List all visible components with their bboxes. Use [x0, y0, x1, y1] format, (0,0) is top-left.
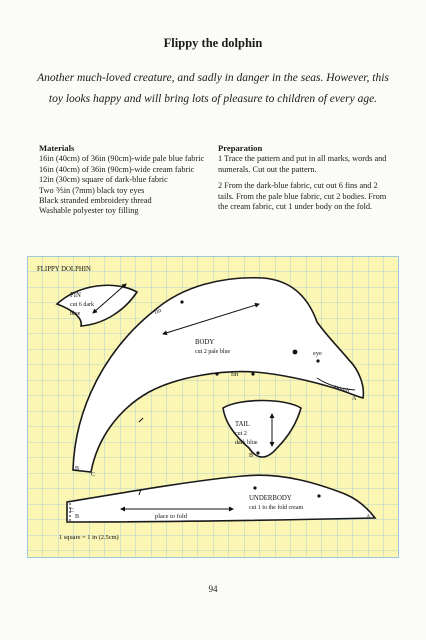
- pattern-grid: [27, 256, 399, 558]
- materials-item: Black stranded embroidery thread: [39, 196, 152, 206]
- page-title: Flippy the dolphin: [163, 36, 263, 50]
- materials-heading: Materials: [39, 143, 75, 153]
- tail-label: TAIL: [235, 421, 250, 428]
- page-number: 94: [208, 584, 218, 594]
- body-letter-a: A: [352, 396, 357, 402]
- underbody-letter-a: A: [366, 514, 371, 520]
- materials-section: [39, 143, 211, 217]
- preparation-section: [218, 143, 393, 212]
- body-label: BODY: [195, 339, 215, 346]
- body-letter-b: B: [75, 466, 80, 472]
- underbody-label: UNDERBODY: [249, 495, 292, 502]
- fin-note-1: cut 6 dark: [70, 302, 94, 308]
- intro-text: Another much-loved creature, and sadly in danger in the seas. However, this toy looks happy and will bring lots of pleasure to children of every age.: [37, 72, 389, 105]
- body-letter-c: C: [91, 472, 96, 478]
- body-fin-mark-lower: fin: [231, 371, 239, 378]
- underbody-note: cut 1 to the fold cream: [249, 505, 304, 511]
- body-fin-mark: fin: [153, 306, 163, 316]
- materials-item: Washable polyester toy filling: [39, 206, 139, 216]
- scale-note: 1 square = 1 in (2.5cm): [59, 534, 119, 541]
- fin-label: FIN: [70, 292, 81, 299]
- tail-letter-b: B: [249, 453, 254, 459]
- materials-item: 16in (40cm) of 36in (90cm)-wide cream fabric: [39, 164, 195, 174]
- preparation-step-2: 2 From the dark-blue fabric, cut out 6 fins and 2 tails. From the pale blue fabric, cut 2 bodies. From the cream fabric, cut 1 under body on the fold.: [218, 181, 387, 212]
- preparation-heading: Preparation: [218, 143, 263, 153]
- underbody-fold-label: place to fold: [155, 513, 187, 520]
- body-mouth-mark: mouth: [332, 383, 351, 395]
- materials-item: Two ⅗in (7mm) black toy eyes: [39, 185, 145, 195]
- materials-item: 12in (30cm) square of dark-blue fabric: [39, 175, 168, 185]
- pattern-heading: FLIPPY DOLPHIN: [37, 266, 91, 273]
- fin-note-2: blue: [70, 311, 81, 317]
- tail-note-1: cut 2: [235, 431, 247, 437]
- tail-note-2: dark blue: [235, 440, 258, 446]
- materials-item: 16in (40cm) of 36in (90cm)-wide pale blue fabric: [39, 154, 205, 164]
- underbody-letter-c: C: [70, 508, 75, 514]
- preparation-step-1: 1 Trace the pattern and put in all marks, words and numerals. Cut out the pattern.: [218, 154, 387, 174]
- body-eye-mark: eye: [313, 350, 322, 357]
- underbody-letter-b: B: [75, 514, 80, 520]
- body-note: cut 2 pale blue: [195, 349, 231, 355]
